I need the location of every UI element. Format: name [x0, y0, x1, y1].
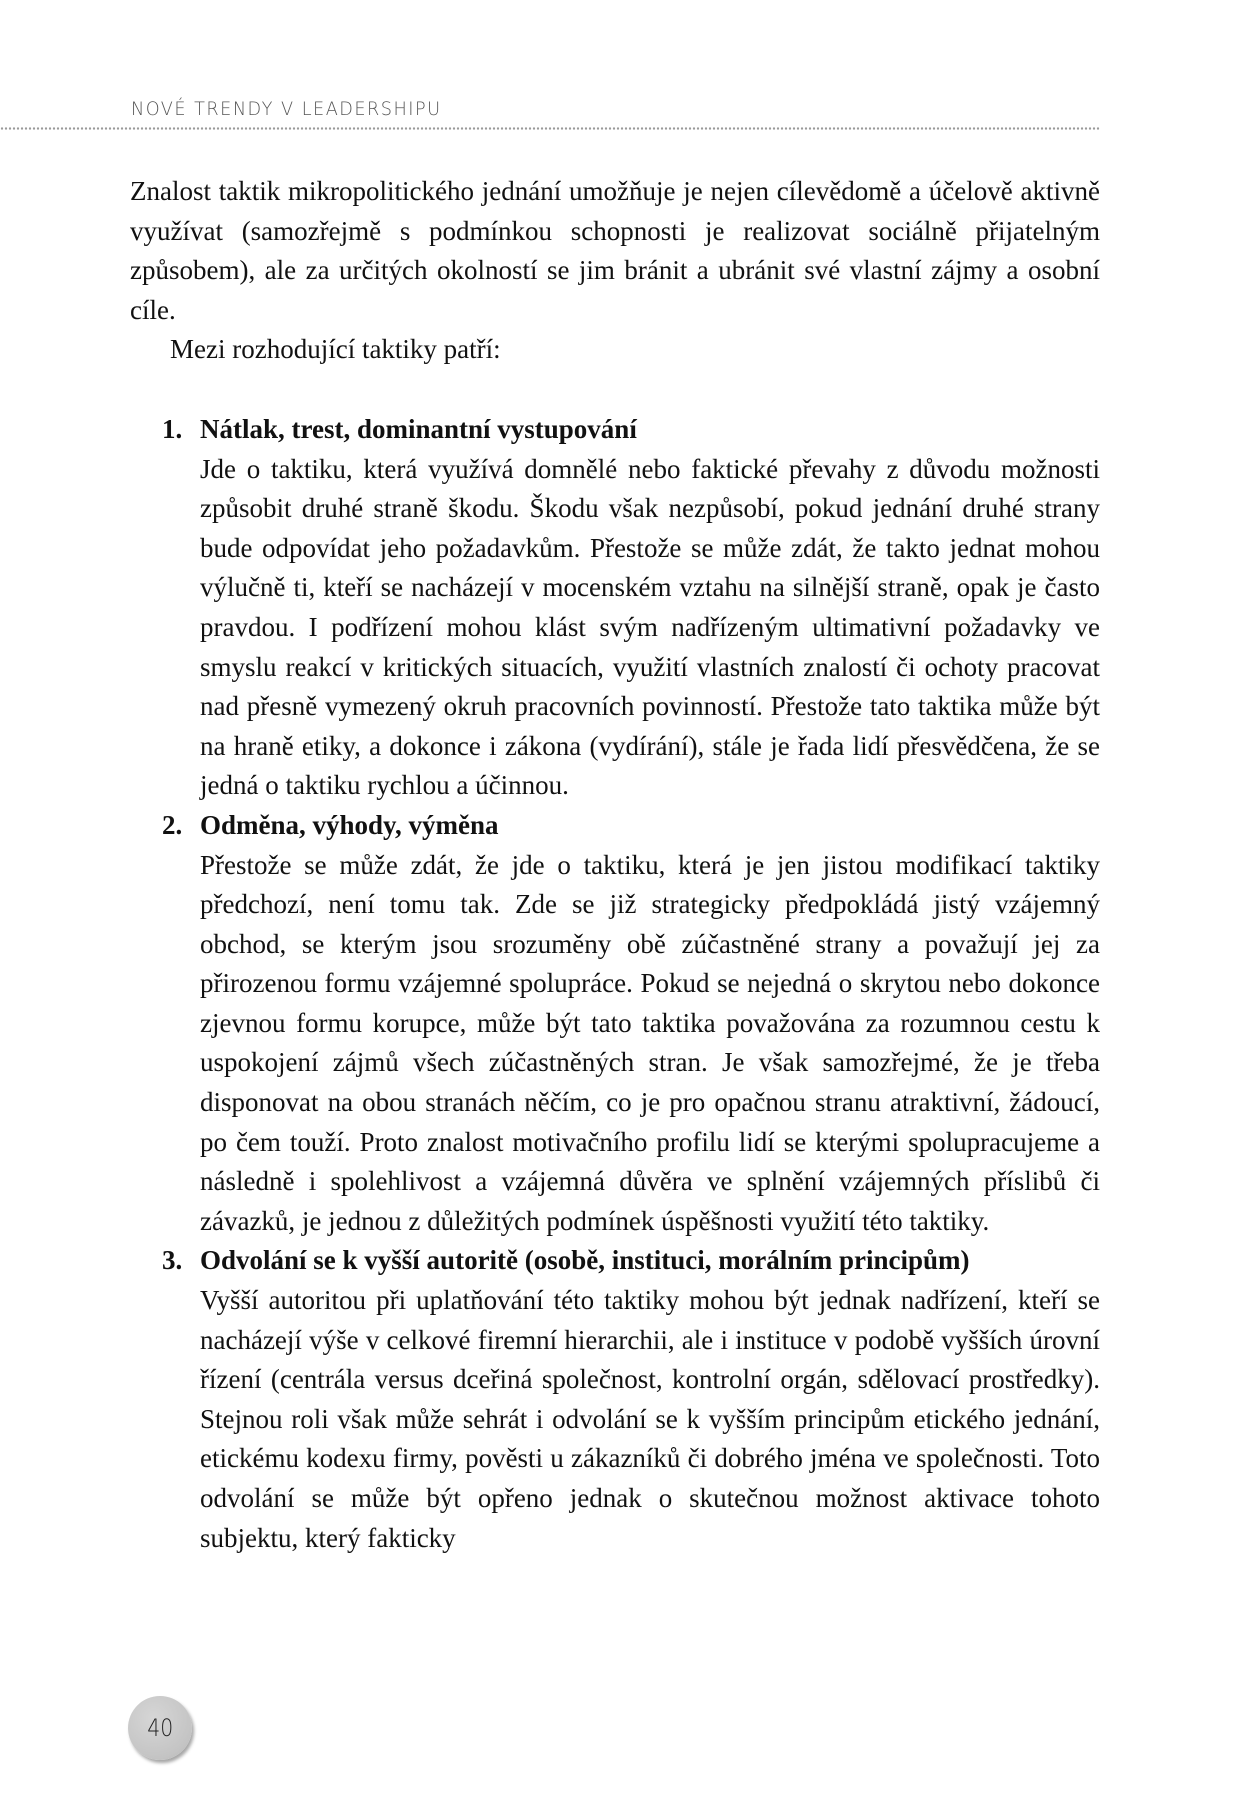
list-item-text: Jde o taktiku, která využívá domnělé nebo faktické převahy z důvodu možnosti způsobit druhé straně škodu. Škodu však nezpůsobí, pokud jednání druhé strany bude odpovídat jeho požadavkům. Přestože se může zdát, že takto jednat mohou výlučně ti, kteří se nacházejí v mocenském vztahu na silnější straně, opak je často pravdou. I podřízení mohou klást svým nadřízeným ultimativní požadavky ve smyslu reakcí v kritických situacích, využití vlastních znalostí či ochoty pracovat nad přesně vymezený okruh pracovních povinností. Přestože tato taktika může být na hraně etiky, a dokonce i zákona (vydírání), stále je řada lidí přesvědčena, že se jedná o taktiku rychlou a účinnou. — [200, 453, 1100, 801]
list-item-title: Nátlak, trest, dominantní vystupování — [200, 413, 637, 444]
list-item — [130, 410, 1100, 806]
tactics-list — [130, 410, 1100, 1558]
list-item-title: Odměna, výhody, výměna — [200, 809, 499, 840]
list-item-number: 2. — [162, 809, 183, 840]
list-item-number: 1. — [162, 413, 183, 444]
list-item-number: 3. — [162, 1245, 183, 1276]
list-item-text: Vyšší autoritou při uplatňování této taktiky mohou být jednak nadřízení, kteří se nacházejí výše v celkové firemní hierarchii, ale i instituce v podobě vyšších úrovní řízení (centrála versus dceřiná společnost, kontrolní orgán, sdělovací prostředky). Stejnou roli však může sehrát i odvolání se k vyšším principům etického jednání, etickému kodexu firmy, pověsti u zákazníků či dobrého jména ve společnosti. Toto odvolání se může být opřeno jednak o skutečnou možnost aktivace tohoto subjektu, který fakticky — [200, 1285, 1100, 1553]
page-content — [130, 172, 1100, 1558]
intro-paragraph: Znalost taktik mikropolitického jednání umožňuje je nejen cílevědomě a účelově aktivně využívat (samozřejmě s podmínkou schopnosti je realizovat sociálně přijatelným způsobem), ale za určitých okolností se jim bránit a ubránit své vlastní zájmy a osobní cíle. — [130, 176, 1100, 325]
lead-paragraph: Mezi rozhodující taktiky patří: — [170, 334, 501, 365]
running-head: NOVÉ TRENDY V LEADERSHIPU — [131, 98, 442, 120]
header-dotted-rule — [0, 127, 1100, 130]
page-number: 40 — [147, 1714, 173, 1742]
list-item-text: Přestože se může zdát, že jde o taktiku, která je jen jistou modifikací taktiky předchozí, není tomu tak. Zde se již strategicky předpokládá jistý vzájemný obchod, se kterým jsou srozuměny obě zúčastněné strany a považují jej za přirozenou formu vzájemné spolupráce. Pokud se nejedná o skrytou nebo dokonce zjevnou formu korupce, může být tato taktika považována za rozumnou cestu k uspokojení zájmů všech zúčastněných stran. Je však samozřejmé, že je třeba disponovat na obou stranách něčím, co je pro opačnou stranu atraktivní, žádoucí, po čem touží. Proto znalost motivačního profilu lidí se kterými spolupracujeme a následně i spolehlivost a vzájemná důvěra ve splnění vzájemných příslibů či závazků, je jednou z důležitých podmínek úspěšnosti využití této taktiky. — [200, 849, 1100, 1236]
list-item — [130, 1241, 1100, 1558]
list-item-title: Odvolání se k vyšší autoritě (osobě, instituci, morálním principům) — [200, 1245, 970, 1276]
list-item — [130, 806, 1100, 1242]
page-number-badge — [128, 1696, 192, 1760]
